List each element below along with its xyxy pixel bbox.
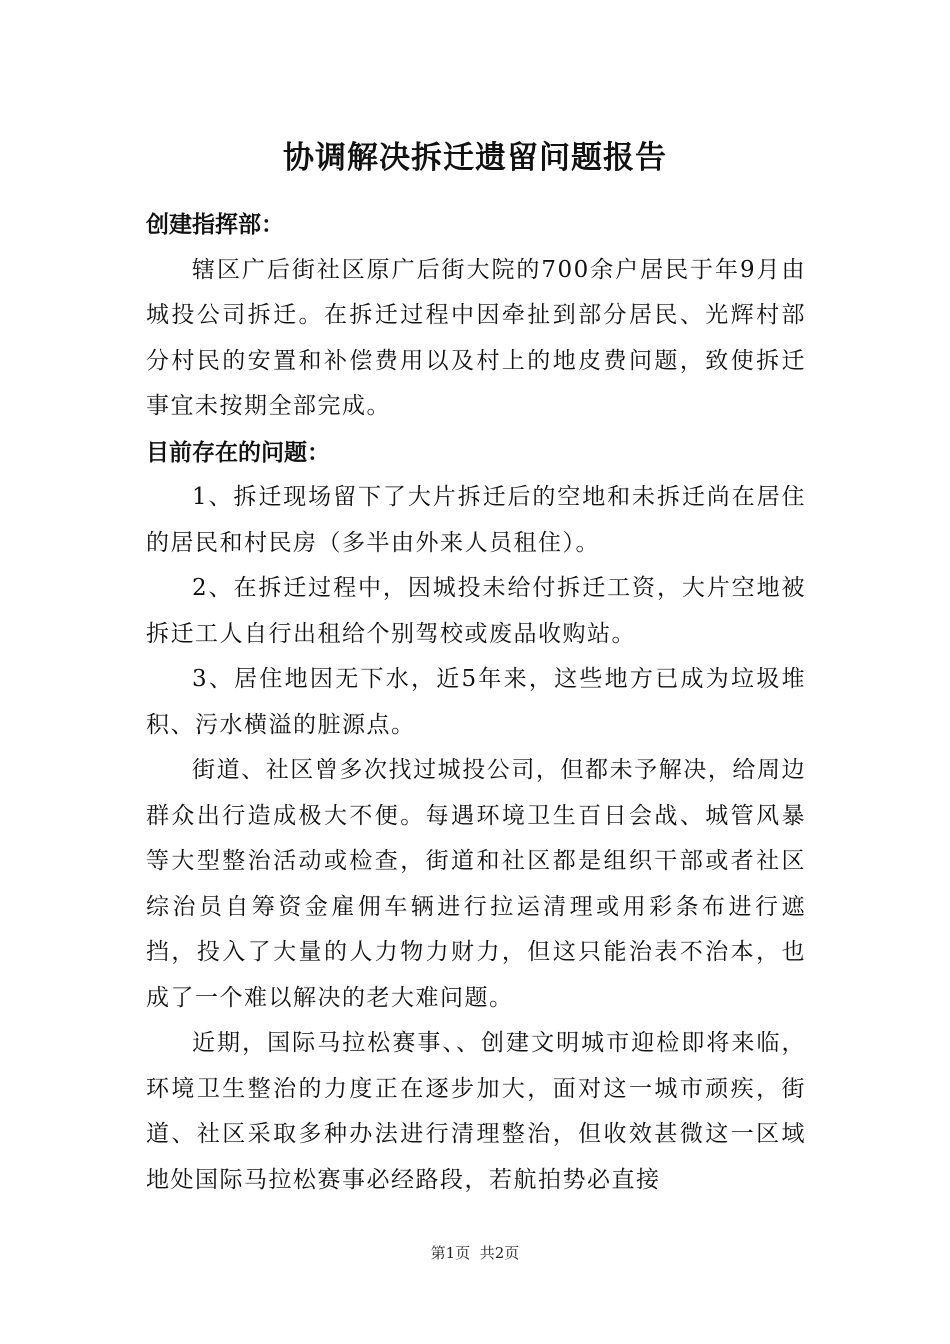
document-title: 协调解决拆迁遗留问题报告 bbox=[283, 140, 667, 176]
page-number: 第1页 bbox=[430, 1244, 471, 1262]
paragraph-problem-1: 1、拆迁现场留下了大片拆迁后的空地和未拆迁尚在居住的居民和村民房（多半由外来人员租住）。 bbox=[146, 484, 806, 556]
paragraph-recent: 近期，国际马拉松赛事、、创建文明城市迎检即将来临，环境卫生整治的力度正在逐步加大，面对这一城市顽疾，街道、社区采取多种办法进行清理整治，但收效甚微这一区域地处国际马拉松赛事必经路段，若航拍势必直接 bbox=[146, 1030, 806, 1193]
paragraph-problem-2: 2、在拆迁过程中，因城投未给付拆迁工资，大片空地被拆迁工人自行出租给个别驾校或废品收购站。 bbox=[146, 575, 806, 647]
section-heading-problems: 目前存在的问题： bbox=[146, 438, 330, 466]
document-body bbox=[146, 202, 806, 1203]
section-heading-command: 创建指挥部： bbox=[146, 211, 284, 238]
paragraph-problem-3: 3、居住地因无下水，近5年来，这些地方已成为垃圾堆积、污水横溢的脏源点。 bbox=[146, 666, 806, 738]
paragraph-efforts: 街道、社区曾多次找过城投公司，但都未予解决，给周边群众出行造成极大不便。每遇环境卫生百日会战、城管风暴等大型整治活动或检查，街道和社区都是组织干部或者社区综治员自筹资金雇佣车辆进行拉运清理或用彩条布进行遮挡，投入了大量的人力物力财力，但这只能治表不治本，也成了一个难以解决的老大难问题。 bbox=[146, 757, 806, 1011]
page-total: 共2页 bbox=[479, 1244, 520, 1262]
page-footer bbox=[0, 1242, 950, 1264]
paragraph-background: 辖区广后街社区原广后街大院的700余户居民于年9月由城投公司拆迁。在拆迁过程中因牵扯到部分居民、光辉村部分村民的安置和补偿费用以及村上的地皮费问题，致使拆迁事宜未按期全部完成。 bbox=[146, 256, 806, 419]
